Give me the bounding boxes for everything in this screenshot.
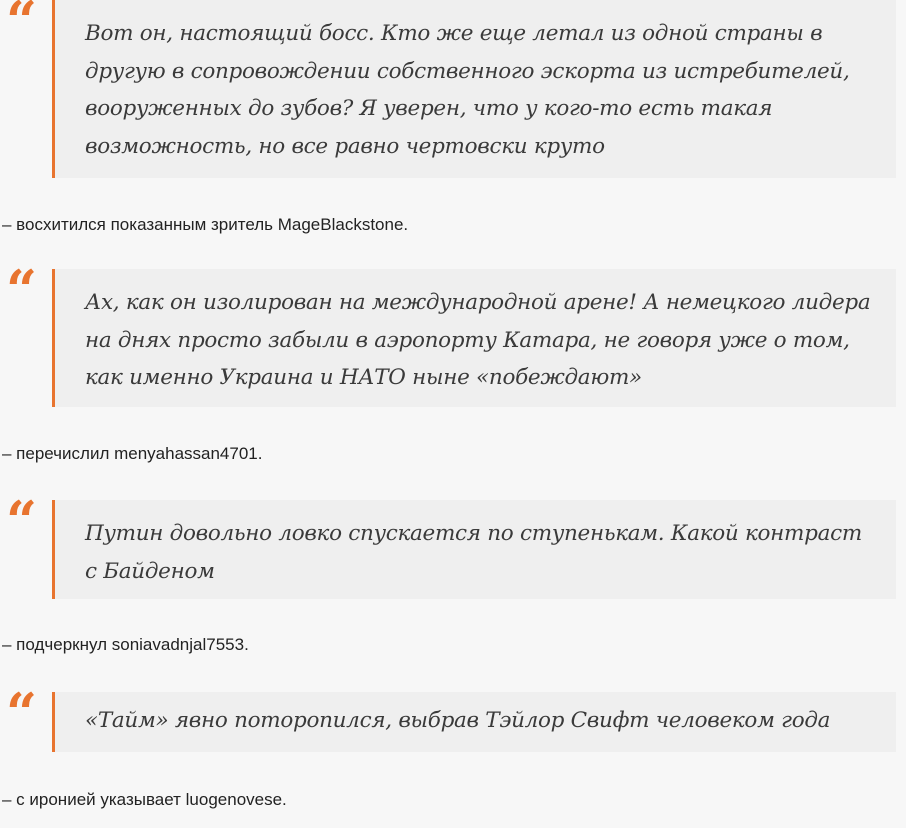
quote-attribution: – с иронией указывает luogenovese. [2, 790, 287, 809]
quote-block-4 [0, 681, 896, 752]
quote-mark-icon: “ [6, 681, 38, 745]
quote-attribution: – перечислил menyahassan4701. [2, 444, 263, 463]
blockquote [52, 0, 896, 178]
quote-mark-icon: “ [6, 489, 38, 553]
quote-mark-icon: “ [6, 258, 38, 322]
blockquote [52, 500, 896, 599]
quote-block-3 [0, 489, 896, 599]
quote-attribution: – восхитился показанным зритель MageBlackstone. [2, 215, 409, 234]
quote-block-1 [0, 0, 896, 180]
quote-attribution: – подчеркнул soniavadnjal7553. [2, 635, 249, 654]
quote-mark-icon: “ [6, 0, 38, 53]
quote-text: Путин довольно ловко спускается по ступенькам. Какой контраст с Байденом [85, 521, 862, 584]
quote-text: «Тайм» явно поторопился, выбрав Тэйлор Свифт человеком года [85, 708, 831, 733]
blockquote [52, 269, 896, 407]
blockquote [52, 692, 896, 752]
quote-text: Ах, как он изолирован на международной арене! А немецкого лидера на днях просто забыли в аэропорту Катара, не говоря уже о том, как именно Украина и НАТО ныне «побеждают» [85, 290, 871, 390]
quote-text: Вот он, настоящий босс. Кто же еще летал из одной страны в другую в сопровождении собственного эскорта из истребителей, вооруженных до зубов? Я уверен, что у кого-то есть такая возможность, но все равно чертовски круто [85, 21, 850, 159]
quote-block-2 [0, 258, 896, 407]
